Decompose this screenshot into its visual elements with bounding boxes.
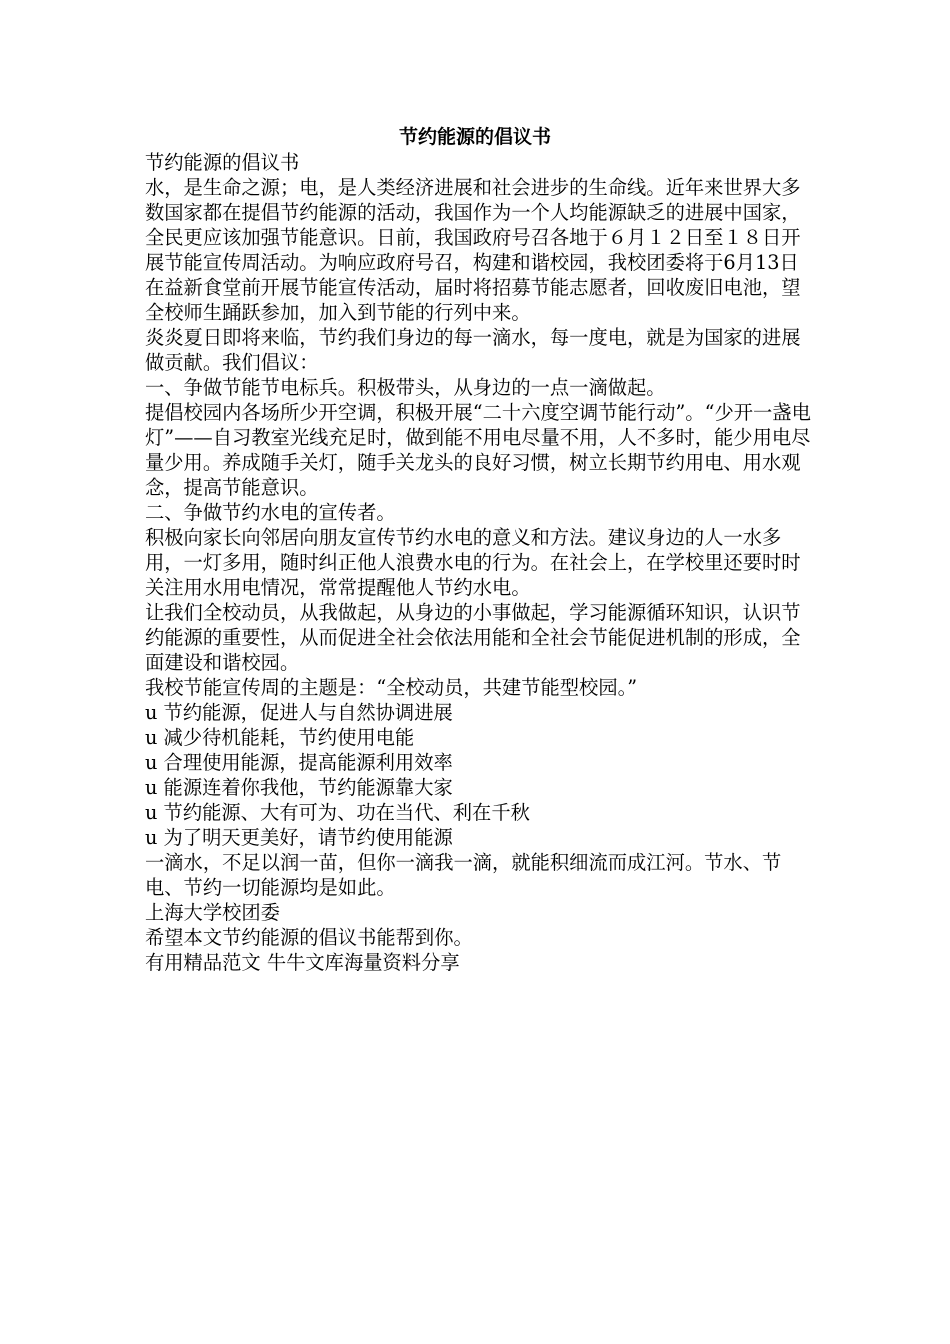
slogan-item: u 节约能源、大有可为、功在当代、利在千秋	[145, 801, 530, 824]
paragraph-wish: 希望本文节约能源的倡议书能帮到你。	[145, 926, 473, 949]
paragraph-intro: 水，是生命之源；电，是人类经济进展和社会进步的生命线。近年来世界大多数国家都在提倡节约能源的活动，我国作为一个人均能源缺乏的进展中国家，全民更应该加强节能意识。日前，我国政府号召各地于６月１２日至１８日开展节能宣传周活动。为响应政府号召，构建和谐校园，我校团委将于6月13日在益新食堂前开展节能宣传活动，届时将招募节能志愿者，回收废旧电池，望全校师生踊跃参加，加入到节能的行列中来。	[145, 176, 801, 324]
document-body	[145, 150, 815, 975]
slogan-item: u 合理使用能源，提高能源利用效率	[145, 751, 453, 774]
paragraph-theme: 我校节能宣传周的主题是：“全校动员，共建节能型校园。”	[145, 676, 638, 699]
paragraph-point-two: 积极向家长向邻居向朋友宣传节约水电的意义和方法。建议身边的人一水多用，一灯多用，随时纠正他人浪费水电的行为。在社会上，在学校里还要时时关注用水用电情况，常常提醒他人节约水电。	[145, 526, 801, 599]
paragraph-subtitle: 节约能源的倡议书	[145, 151, 300, 174]
paragraph-point-one: 提倡校园内各场所少开空调，积极开展“二十六度空调节能行动”。“少开一盏电灯”——自习教室光线充足时，做到能不用电尽量不用，人不多时，能少用电尽量少用。养成随手关灯，随手关龙头的良好习惯，树立长期节约用电、用水观念，提高节能意识。	[145, 401, 811, 499]
document-title: 节约能源的倡议书	[398, 126, 551, 148]
slogan-item: u 为了明天更美好，请节约使用能源	[145, 826, 453, 849]
paragraph-summer: 炎炎夏日即将来临，节约我们身边的每一滴水，每一度电，就是为国家的进展做贡献。我们倡议：	[145, 326, 801, 374]
heading-point-one: 一、争做节能节电标兵。积极带头，从身边的一点一滴做起。	[145, 376, 666, 399]
slogan-item: u 能源连着你我他，节约能源靠大家	[145, 776, 453, 799]
signature: 上海大学校团委	[145, 901, 280, 924]
footer-note: 有用精品范文 牛牛文库海量资料分享	[145, 951, 460, 974]
slogan-item: u 减少待机能耗，节约使用电能	[145, 726, 415, 749]
slogan-item: u 节约能源，促进人与自然协调进展	[145, 701, 453, 724]
heading-point-two: 二、争做节约水电的宣传者。	[145, 501, 396, 524]
paragraph-closing: 一滴水，不足以润一苗，但你一滴我一滴，就能积细流而成江河。节水、节电、节约一切能源均是如此。	[145, 851, 782, 899]
paragraph-mobilize: 让我们全校动员，从我做起，从身边的小事做起，学习能源循环知识，认识节约能源的重要性，从而促进全社会依法用能和全社会节能促进机制的形成，全面建设和谐校园。	[145, 601, 801, 674]
